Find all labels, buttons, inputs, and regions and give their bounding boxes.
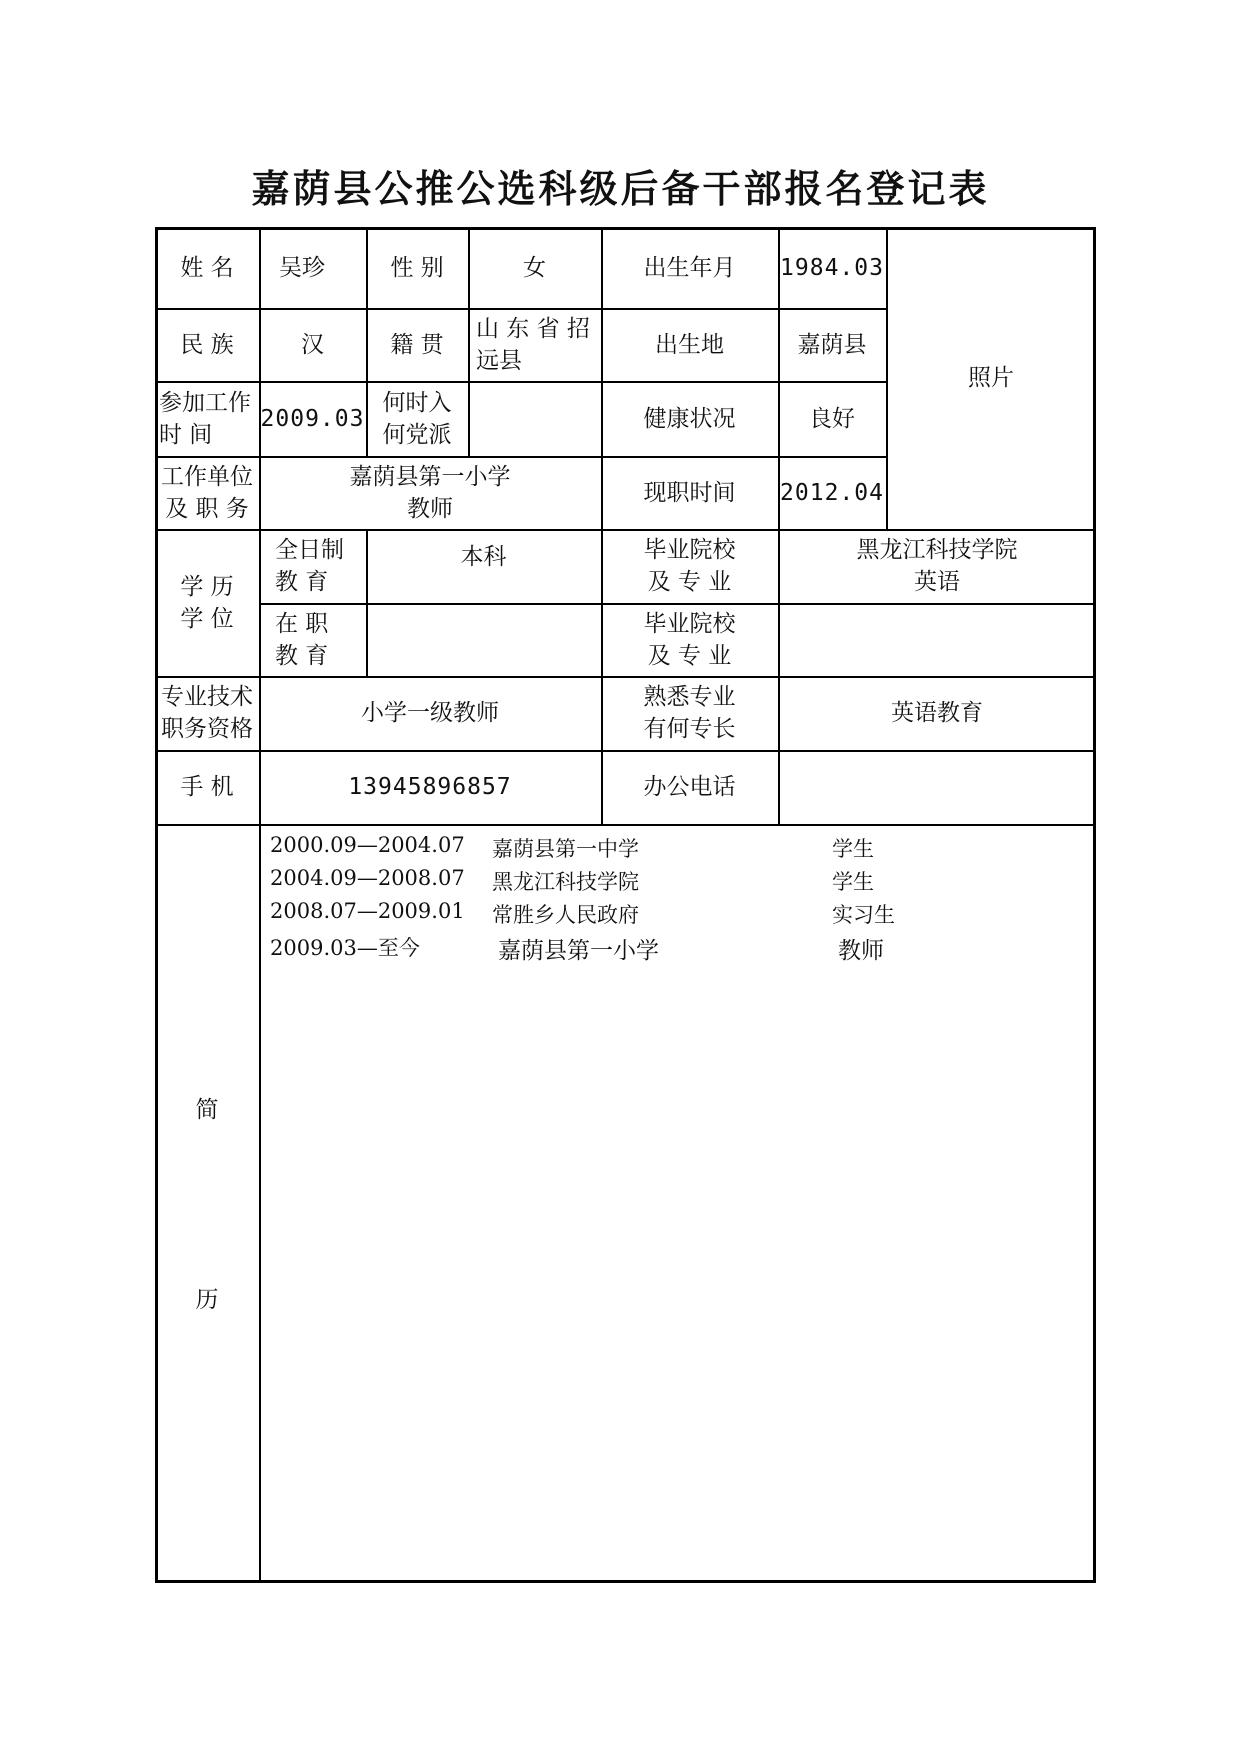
health-value: 良好 [809,405,855,432]
specialty-value: 英语教育 [891,700,983,726]
onjob-education-value [366,603,601,676]
resume-period: 2004.09—2008.07 [270,866,465,890]
party-value [468,381,601,456]
fulltime-education-label: 全日制 教 育 [275,537,344,595]
graduated-school-label-1: 毕业院校 及 专 业 [643,537,736,595]
birth-date-value: 1984.03 [780,254,884,281]
gender-label: 性 别 [390,254,444,281]
resume-organization: 嘉荫县第一中学 [492,837,639,861]
resume-organization: 常胜乡人民政府 [492,903,639,927]
work-unit-value: 嘉荫县第一小学 教师 [349,463,511,522]
graduated-school-label-2: 毕业院校 及 专 业 [643,610,736,669]
name-value: 吴珍 [279,254,325,281]
work-start-value: 2009.03 [260,405,365,432]
native-place-label: 籍 贯 [390,331,444,358]
fulltime-education-value: 本科 [460,544,507,570]
office-phone-value [778,750,1096,824]
mobile-label: 手 机 [180,774,234,800]
work-start-label: 参加工作 时 间 [159,389,251,448]
resume-period: 2009.03—至今 [270,936,420,960]
native-place-value: 山 东 省 招 远县 [476,315,590,374]
page-title: 嘉荫县公推公选科级后备干部报名登记表 [251,166,990,211]
mobile-value: 13945896857 [348,774,512,800]
resume-label-2: 历 [195,1287,219,1313]
resume-period: 2008.07—2009.01 [270,899,465,923]
resume-organization: 黑龙江科技学院 [492,870,639,894]
onjob-education-label: 在 职 教 育 [275,610,329,669]
name-label: 姓 名 [180,254,234,281]
ethnicity-value: 汉 [301,331,324,358]
ethnicity-label: 民 族 [180,331,234,358]
resume-period: 2000.09—2004.07 [270,833,465,857]
resume-organization: 嘉荫县第一小学 [498,938,659,964]
photo-placeholder: 照片 [968,365,1014,391]
current-position-time-value: 2012.04 [780,479,884,506]
birthplace-label: 出生地 [655,331,724,358]
resume-role: 实习生 [832,903,895,927]
resume-role: 学生 [832,837,874,861]
row-divider [155,824,1096,826]
resume-role: 教师 [838,938,884,964]
graduated-school-value-2 [778,603,1096,676]
resume-role: 学生 [832,870,874,894]
current-position-time-label: 现职时间 [643,479,736,506]
professional-title-label: 专业技术 职务资格 [161,684,253,742]
work-unit-label: 工作单位 及 职 务 [161,463,253,522]
birthplace-value: 嘉荫县 [797,331,867,358]
graduated-school-value-1: 黑龙江科技学院 英语 [856,537,1018,595]
professional-title-value: 小学一级教师 [361,700,499,726]
health-label: 健康状况 [643,405,736,432]
gender-value: 女 [523,254,546,281]
party-label: 何时入 何党派 [382,389,452,448]
specialty-label: 熟悉专业 有何专长 [643,684,736,742]
office-phone-label: 办公电话 [643,774,736,800]
birth-date-label: 出生年月 [643,254,736,281]
education-label: 学 历 学 位 [180,573,234,632]
resume-label-1: 简 [195,1097,219,1123]
